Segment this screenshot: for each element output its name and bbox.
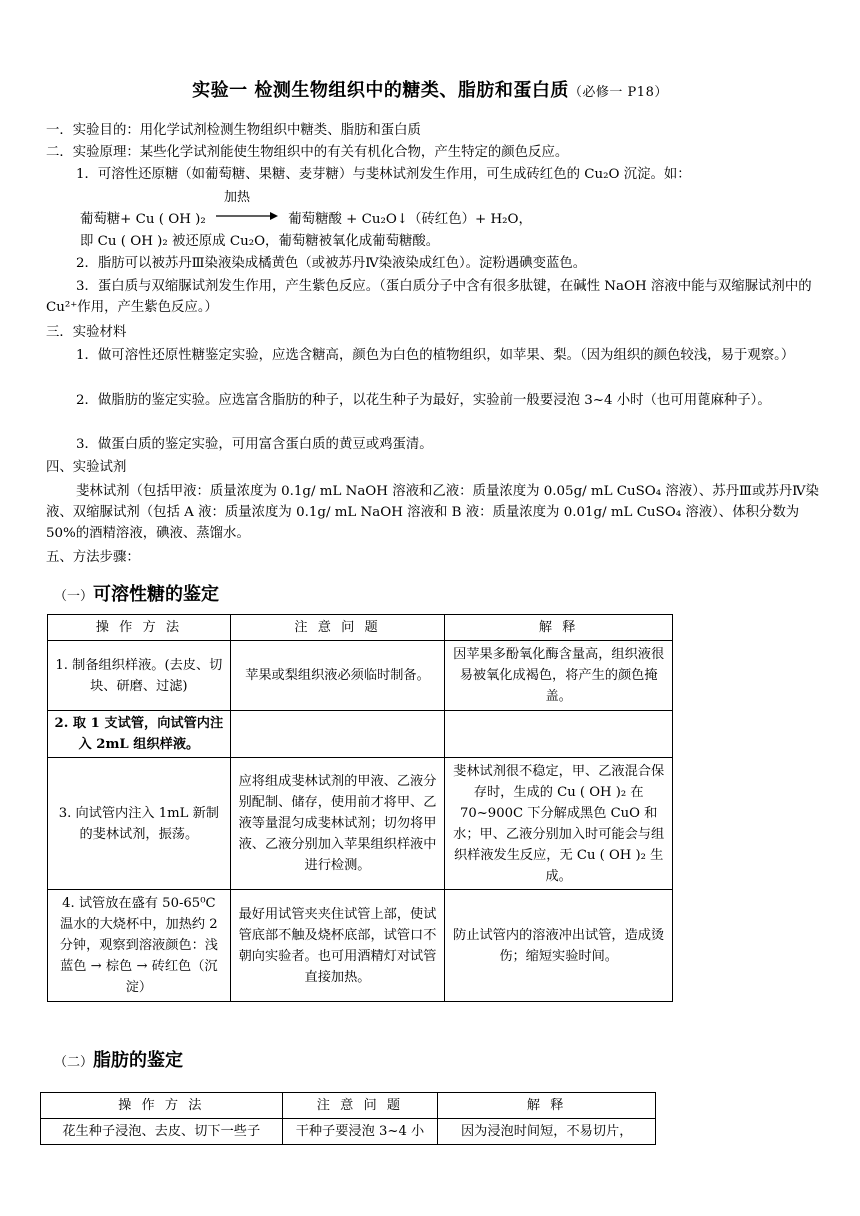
table-cell: 应将组成斐林试剂的甲液、乙液分别配制、储存，使用前才将甲、乙液等量混匀成斐林试剂；切勿将甲液、乙液分别加入苹果组织样液中进行检测。 [230, 758, 445, 890]
arrow-label: 加热 [224, 190, 251, 205]
material-item-2: 2．做脂肪的鉴定实验。应选富含脂肪的种子，以花生种子为最好，实验前一般要浸泡 3~4 小时（也可用蓖麻种子）。 [76, 393, 771, 408]
table-row [48, 890, 673, 1002]
principle-item-1: 1．可溶性还原糖（如葡萄糖、果糖、麦芽糖）与斐林试剂发生作用，可生成砖红色的 Cu₂O 沉淀。如： [76, 167, 691, 182]
principle-item-2: 2．脂肪可以被苏丹Ⅲ染液染成橘黄色（或被苏丹Ⅳ染液染成红色）。淀粉遇碘变蓝色。 [76, 256, 587, 271]
steps-heading: 五、方法步骤： [46, 550, 140, 565]
reagents-text: 斐林试剂（包括甲液：质量浓度为 0.1g/ mL NaOH 溶液和乙液：质量浓度为 0.05g/ mL CuSO₄ 溶液）、苏丹Ⅲ或苏丹Ⅳ染液、双缩脲试剂（包括 A 液：质量浓度为 0.1g/ mL NaOH 溶液和 B 液：质量浓度为 0.01g/ mL CuSO₄ 溶液）、体积分数为 50%的酒精溶液，碘液、蒸馏水。 [46, 484, 819, 541]
materials-heading: 三．实验材料 [46, 325, 127, 340]
title-main: 实验一 检测生物组织中的糖类、脂肪和蛋白质 [192, 80, 569, 101]
principle-line: 二．实验原理：某些化学试剂能使生物组织中的有关有机化合物，产生特定的颜色反应。 [46, 145, 569, 160]
table-cell: 2. 取 1 支试管，向试管内注入 2mL 组织样液。 [48, 711, 231, 758]
section-sugar-heading [54, 580, 219, 606]
table-cell: 最好用试管夹夹住试管上部，使试管底部不触及烧杯底部，试管口不朝向实验者。也可用酒精灯对试管直接加热。 [230, 890, 445, 1002]
column-header: 操 作 方 法 [41, 1093, 283, 1119]
section-fat-title: 脂肪的鉴定 [93, 1050, 184, 1071]
column-header: 操 作 方 法 [48, 615, 231, 641]
table-header-row [48, 615, 673, 641]
sugar-test-table [47, 614, 673, 1002]
table-row [48, 758, 673, 890]
column-header: 解 释 [445, 615, 673, 641]
column-header: 注 意 问 题 [282, 1093, 438, 1119]
table-row [48, 641, 673, 711]
table-cell: 4. 试管放在盛有 50-65⁰C 温水的大烧杯中，加热约 2 分钟，观察到溶液颜色：浅蓝色 → 棕色 → 砖红色（沉淀） [48, 890, 231, 1002]
table-cell: 因苹果多酚氧化酶含量高，组织液很易被氧化成褐色，将产生的颜色掩盖。 [445, 641, 673, 711]
column-header: 解 释 [438, 1093, 656, 1119]
principle-item-3: 3．蛋白质与双缩脲试剂发生作用，产生紫色反应。（蛋白质分子中含有很多肽键，在碱性 NaOH 溶液中能与双缩脲试剂中的 Cu²⁺作用，产生紫色反应。） [46, 279, 812, 315]
table-cell: 防止试管内的溶液冲出试管，造成烫伤；缩短实验时间。 [445, 890, 673, 1002]
equation [80, 190, 856, 231]
equation-note: 即 Cu ( OH )₂ 被还原成 Cu₂O，葡萄糖被氧化成葡萄糖酸。 [80, 234, 440, 249]
title-sub: （必修一 P18） [568, 85, 668, 100]
equation-left: 葡萄糖+ Cu ( OH )₂ [80, 212, 206, 227]
equation-right: 葡萄糖酸 + Cu₂O↓（砖红色）+ H₂O， [288, 212, 532, 227]
purpose-line: 一．实验目的：用化学试剂检测生物组织中糖类、脂肪和蛋白质 [46, 123, 421, 138]
heat-arrow-icon [216, 190, 278, 225]
table-cell: 苹果或梨组织液必须临时制备。 [230, 641, 445, 711]
table-cell: 因为浸泡时间短，不易切片， [438, 1119, 656, 1145]
table-row [48, 711, 673, 758]
page-title [0, 76, 860, 102]
table-cell: 3. 向试管内注入 1mL 新制的斐林试剂，振荡。 [48, 758, 231, 890]
table-cell [230, 711, 445, 758]
section-fat-heading [54, 1046, 183, 1072]
table-cell: 花生种子浸泡、去皮、切下一些子 [41, 1119, 283, 1145]
material-item-1: 1．做可溶性还原性糖鉴定实验，应选含糖高，颜色为白色的植物组织，如苹果、梨。（因为组织的颜色较浅，易于观察。） [76, 348, 795, 363]
table-cell: 干种子要浸泡 3~4 小 [282, 1119, 438, 1145]
table-row [41, 1119, 656, 1145]
table-header-row [41, 1093, 656, 1119]
material-item-3: 3．做蛋白质的鉴定实验，可用富含蛋白质的黄豆或鸡蛋清。 [76, 437, 433, 452]
table-cell: 斐林试剂很不稳定，甲、乙液混合保存时，生成的 Cu ( OH )₂ 在 70~900C 下分解成黑色 CuO 和水；甲、乙液分别加入时可能会与组织样液发生反应，无 Cu ( OH )₂ 生成。 [445, 758, 673, 890]
reagents-heading: 四、实验试剂 [46, 460, 127, 475]
table-cell [445, 711, 673, 758]
section-fat-number: （二） [54, 1055, 94, 1070]
section-sugar-number: （一） [54, 589, 94, 604]
section-sugar-title: 可溶性糖的鉴定 [93, 584, 220, 605]
table-cell: 1. 制备组织样液。(去皮、切块、研磨、过滤) [48, 641, 231, 711]
column-header: 注 意 问 题 [230, 615, 445, 641]
fat-test-table [40, 1092, 656, 1145]
